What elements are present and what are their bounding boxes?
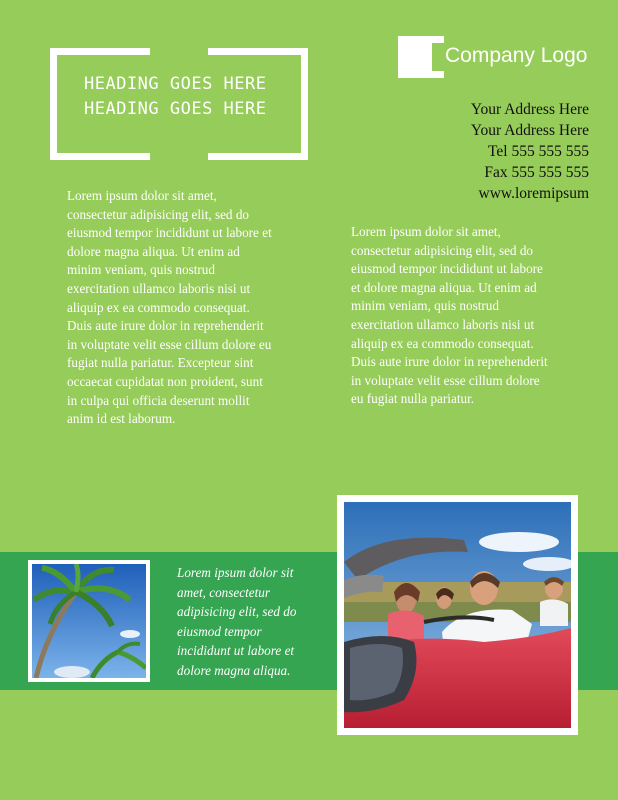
palm-tree-photo xyxy=(32,564,146,678)
website[interactable]: www.loremipsum xyxy=(478,185,589,202)
band-caption: Lorem ipsum dolor sit amet, consectetur adipisicing elit, sed do eiusmod tempor incididunt ut labore et dolore magna aliqua. xyxy=(177,565,297,678)
logo-mark-icon xyxy=(398,36,446,78)
heading-line-1: HEADING GOES HERE xyxy=(84,74,267,94)
family-car-photo xyxy=(344,502,571,728)
address-line-2: Your Address Here xyxy=(470,122,589,139)
heading-line-2: HEADING GOES HERE xyxy=(84,99,267,119)
car-photo-frame xyxy=(337,495,578,735)
telephone: Tel 555 555 555 xyxy=(488,143,589,160)
address-line-1: Your Address Here xyxy=(470,101,589,118)
palm-photo-frame xyxy=(28,560,150,682)
body-text-left: Lorem ipsum dolor sit amet, consectetur adipisicing elit, sed do eiusmod tempor incididunt ut labore et dolore magna aliqua. Ut enim ad minim veniam, quis nostrud exercitation ullamco laboris nisi ut aliquip ex ea commodo consequat. Duis aute irure dolor in reprehenderit in voluptate velit esse cillum dolore eu fugiat nulla pariatur. Excepteur sint occaecat cupidatat non proident, sunt in culpa qui officia deserunt mollit anim id est laborum. xyxy=(67,188,272,427)
body-text-right: Lorem ipsum dolor sit amet, consectetur adipisicing elit, sed do eiusmod tempor incididunt ut labore et dolore magna aliqua. Ut enim ad minim veniam, quis nostrud exercitation ullamco laboris nisi ut aliquip ex ea commodo consequat. Duis aute irure dolor in reprehenderit in voluptate velit esse cillum dolore eu fugiat nulla pariatur. xyxy=(351,224,548,407)
fax: Fax 555 555 555 xyxy=(484,164,589,181)
logo-text: Company Logo xyxy=(445,44,588,67)
address-block xyxy=(471,99,589,204)
page-heading xyxy=(84,72,294,122)
company-logo xyxy=(398,36,598,78)
